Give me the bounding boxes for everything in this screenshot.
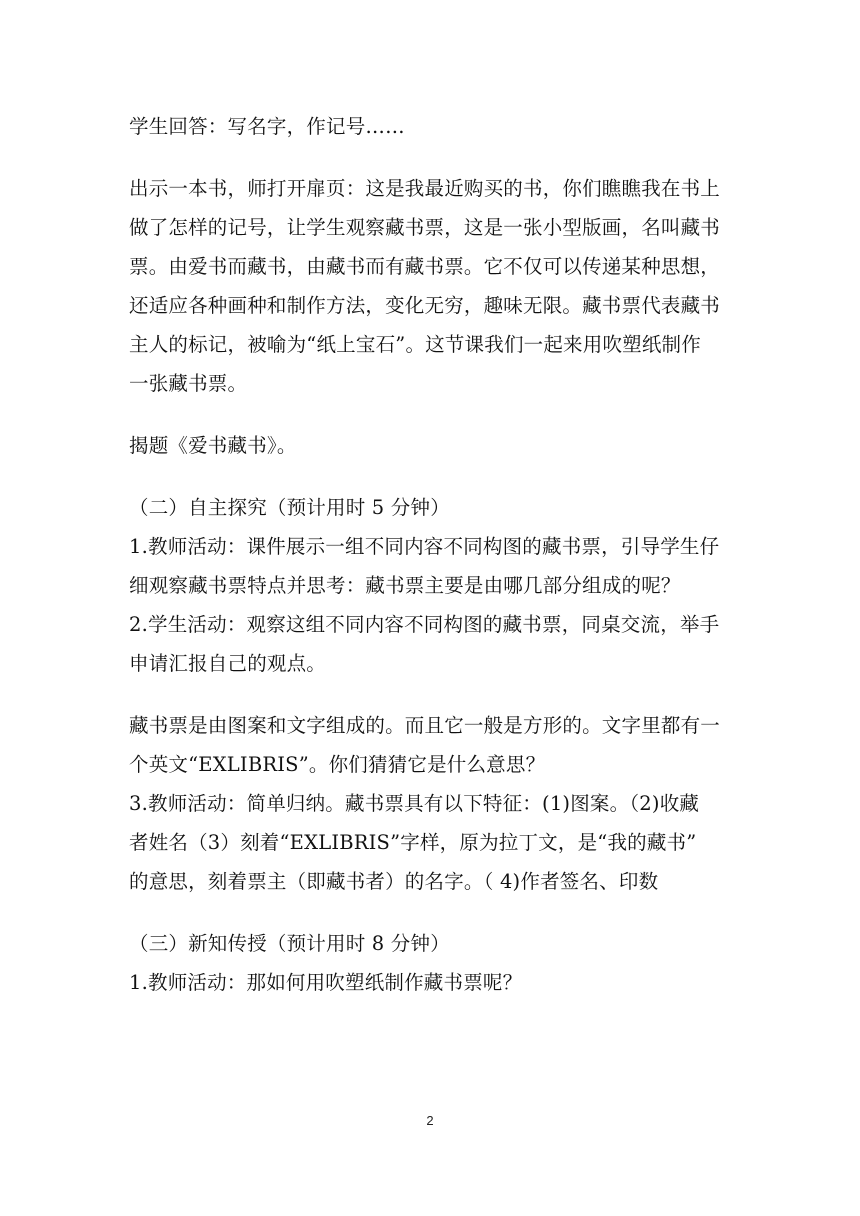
text-line: 还适应各种画种和制作方法，变化无穷，趣味无限。藏书票代表藏书 xyxy=(129,294,721,317)
text-line: 主人的标记，被喻为“纸上宝石”。这节课我们一起来用吹塑纸制作 xyxy=(129,333,701,356)
text-line: 个英文“EXLIBRIS”。你们猜猜它是什么意思？ xyxy=(129,753,546,776)
text-line: 1.教师活动：课件展示一组不同内容不同构图的藏书票，引导学生仔 xyxy=(129,535,720,558)
text-line: 申请汇报自己的观点。 xyxy=(129,652,327,675)
text-line: 学生回答：写名字，作记号…… xyxy=(129,115,405,138)
page-number: 2 xyxy=(426,1113,434,1128)
text-line: 2.学生活动：观察这组不同内容不同构图的藏书票，同桌交流，举手 xyxy=(129,613,720,636)
section-heading: （三）新知传授（预计用时 8 分钟） xyxy=(129,932,450,955)
text-line: 出示一本书，师打开扉页：这是我最近购买的书，你们瞧瞧我在书上 xyxy=(129,177,721,200)
text-line: 一张藏书票。 xyxy=(129,372,248,395)
text-line: 藏书票是由图案和文字组成的。而且它一般是方形的。文字里都有一 xyxy=(129,714,721,737)
text-line: 揭题《爱书藏书》。 xyxy=(129,434,297,457)
text-line: 3.教师活动：简单归纳。藏书票具有以下特征：(1)图案。（2)收藏 xyxy=(129,792,700,815)
text-line: 者姓名（3）刻着“EXLIBRIS”字样，原为拉丁文，是“我的藏书” xyxy=(129,831,697,854)
text-line: 做了怎样的记号，让学生观察藏书票，这是一张小型版画，名叫藏书 xyxy=(129,216,721,239)
text-line: 1.教师活动：那如何用吹塑纸制作藏书票呢？ xyxy=(129,971,523,994)
text-line: 的意思，刻着票主（即藏书者）的名字。（ 4)作者签名、印数 xyxy=(129,870,659,893)
text-line: 细观察藏书票特点并思考：藏书票主要是由哪几部分组成的呢？ xyxy=(129,574,681,597)
text-line: 票。由爱书而藏书，由藏书而有藏书票。它不仅可以传递某种思想， xyxy=(129,255,721,278)
section-heading: （二）自主探究（预计用时 5 分钟） xyxy=(129,496,450,519)
